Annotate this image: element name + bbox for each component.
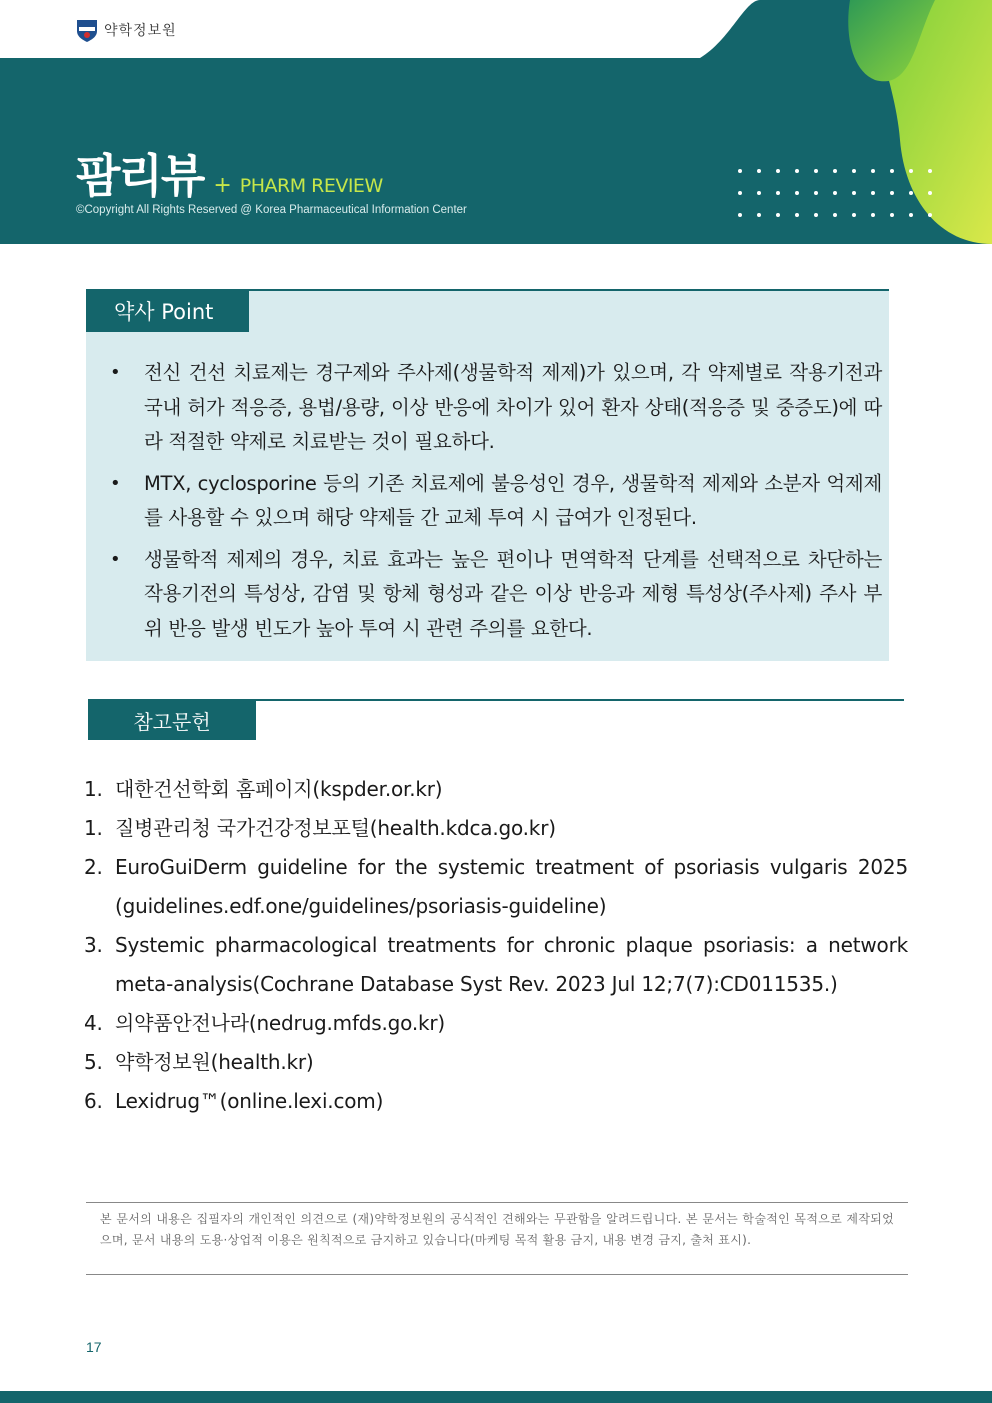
title-plus: +	[213, 173, 232, 198]
reference-text: 약학정보원(health.kr)	[115, 1050, 314, 1074]
reference-text: 대한건선학회 홈페이지(kspder.or.kr)	[115, 777, 443, 801]
reference-item	[84, 926, 908, 1004]
reference-text: Lexidrug™(online.lexi.com)	[115, 1089, 384, 1113]
reference-text: 의약품안전나라(nedrug.mfds.go.kr)	[115, 1011, 446, 1035]
footer-bar	[0, 1391, 992, 1403]
reference-number: 6.	[84, 1089, 103, 1113]
shield-logo-icon	[76, 18, 98, 42]
reference-number: 4.	[84, 1011, 103, 1035]
reference-item	[84, 1082, 908, 1121]
reference-item	[84, 848, 908, 926]
bullet-icon: •	[110, 362, 121, 383]
reference-item	[84, 1043, 908, 1082]
point-text: MTX, cyclosporine 등의 기존 치료제에 불응성인 경우, 생물학적 제제와 소분자 억제제를 사용할 수 있으며 해당 약제들 간 교체 투여 시 급여가 인정된다.	[144, 471, 882, 529]
disclaimer-box	[86, 1202, 908, 1275]
reference-text: 질병관리청 국가건강정보포털(health.kdca.go.kr)	[115, 816, 556, 840]
reference-item	[84, 1004, 908, 1043]
reference-text: EuroGuiDerm guideline for the systemic treatment of psoriasis vulgaris 2025 (guidelines.edf.one/guidelines/psoriasis-guideline)	[115, 855, 908, 918]
point-text: 생물학적 제제의 경우, 치료 효과는 높은 편이나 면역학적 단계를 선택적으로 차단하는 작용기전의 특성상, 감염 및 항체 형성과 같은 이상 반응과 제형 특성상(주사제) 주사 부위 반응 발생 빈도가 높아 투여 시 관련 주의를 요한다.	[144, 547, 882, 640]
bullet-icon: •	[110, 472, 121, 494]
page-subtitle: PHARM REVIEW	[239, 175, 383, 197]
reference-number: 1.	[84, 816, 103, 840]
point-text: 전신 건선 치료제는 경구제와 주사제(생물학적 제제)가 있으며, 각 약제별로 작용기전과 국내 허가 적응증, 용법/용량, 이상 반응에 차이가 있어 환자 상태(적응증 및 중증도)에 따라 적절한 약제로 치료받는 것이 필요하다.	[144, 361, 882, 453]
reference-number: 1.	[84, 777, 103, 801]
disclaimer-text: 본 문서의 내용은 집필자의 개인적인 의견으로 (재)약학정보원의 공식적인 견해와는 무관함을 알려드립니다. 본 문서는 학술적인 목적으로 제작되었으며, 문서 내용의 도용·상업적 이용은 원칙적으로 금지하고 있습니다(마케팅 목적 활용 금지, 내용 변경 금지, 출처 표시).	[100, 1212, 894, 1247]
reference-number: 5.	[84, 1050, 103, 1074]
reference-item	[84, 809, 908, 848]
page-number: 17	[86, 1339, 102, 1355]
reference-number: 2.	[84, 855, 103, 879]
page-title: 팜리뷰	[76, 149, 204, 203]
list-item	[108, 467, 882, 536]
dot-pattern	[736, 166, 936, 222]
org-name: 약학정보원	[104, 23, 177, 39]
page-title-row	[76, 140, 383, 206]
bullet-icon: •	[110, 548, 121, 570]
pharmacist-point-tab: 약사 Point	[86, 289, 249, 332]
org-logo	[76, 18, 177, 42]
reference-text: Systemic pharmacological treatments for chronic plaque psoriasis: a network meta-analysis(Cochrane Database Syst Rev. 2023 Jul 12;7(7):CD011535.)	[115, 933, 908, 996]
references-tab: 참고문헌	[88, 701, 256, 740]
reference-number: 3.	[84, 933, 103, 957]
reference-list	[84, 770, 908, 1121]
reference-item	[84, 770, 908, 809]
point-list	[108, 356, 882, 653]
list-item	[108, 356, 882, 460]
list-item	[108, 543, 882, 647]
copyright-text: ©Copyright All Rights Reserved @ Korea Pharmaceutical Information Center	[76, 204, 467, 216]
